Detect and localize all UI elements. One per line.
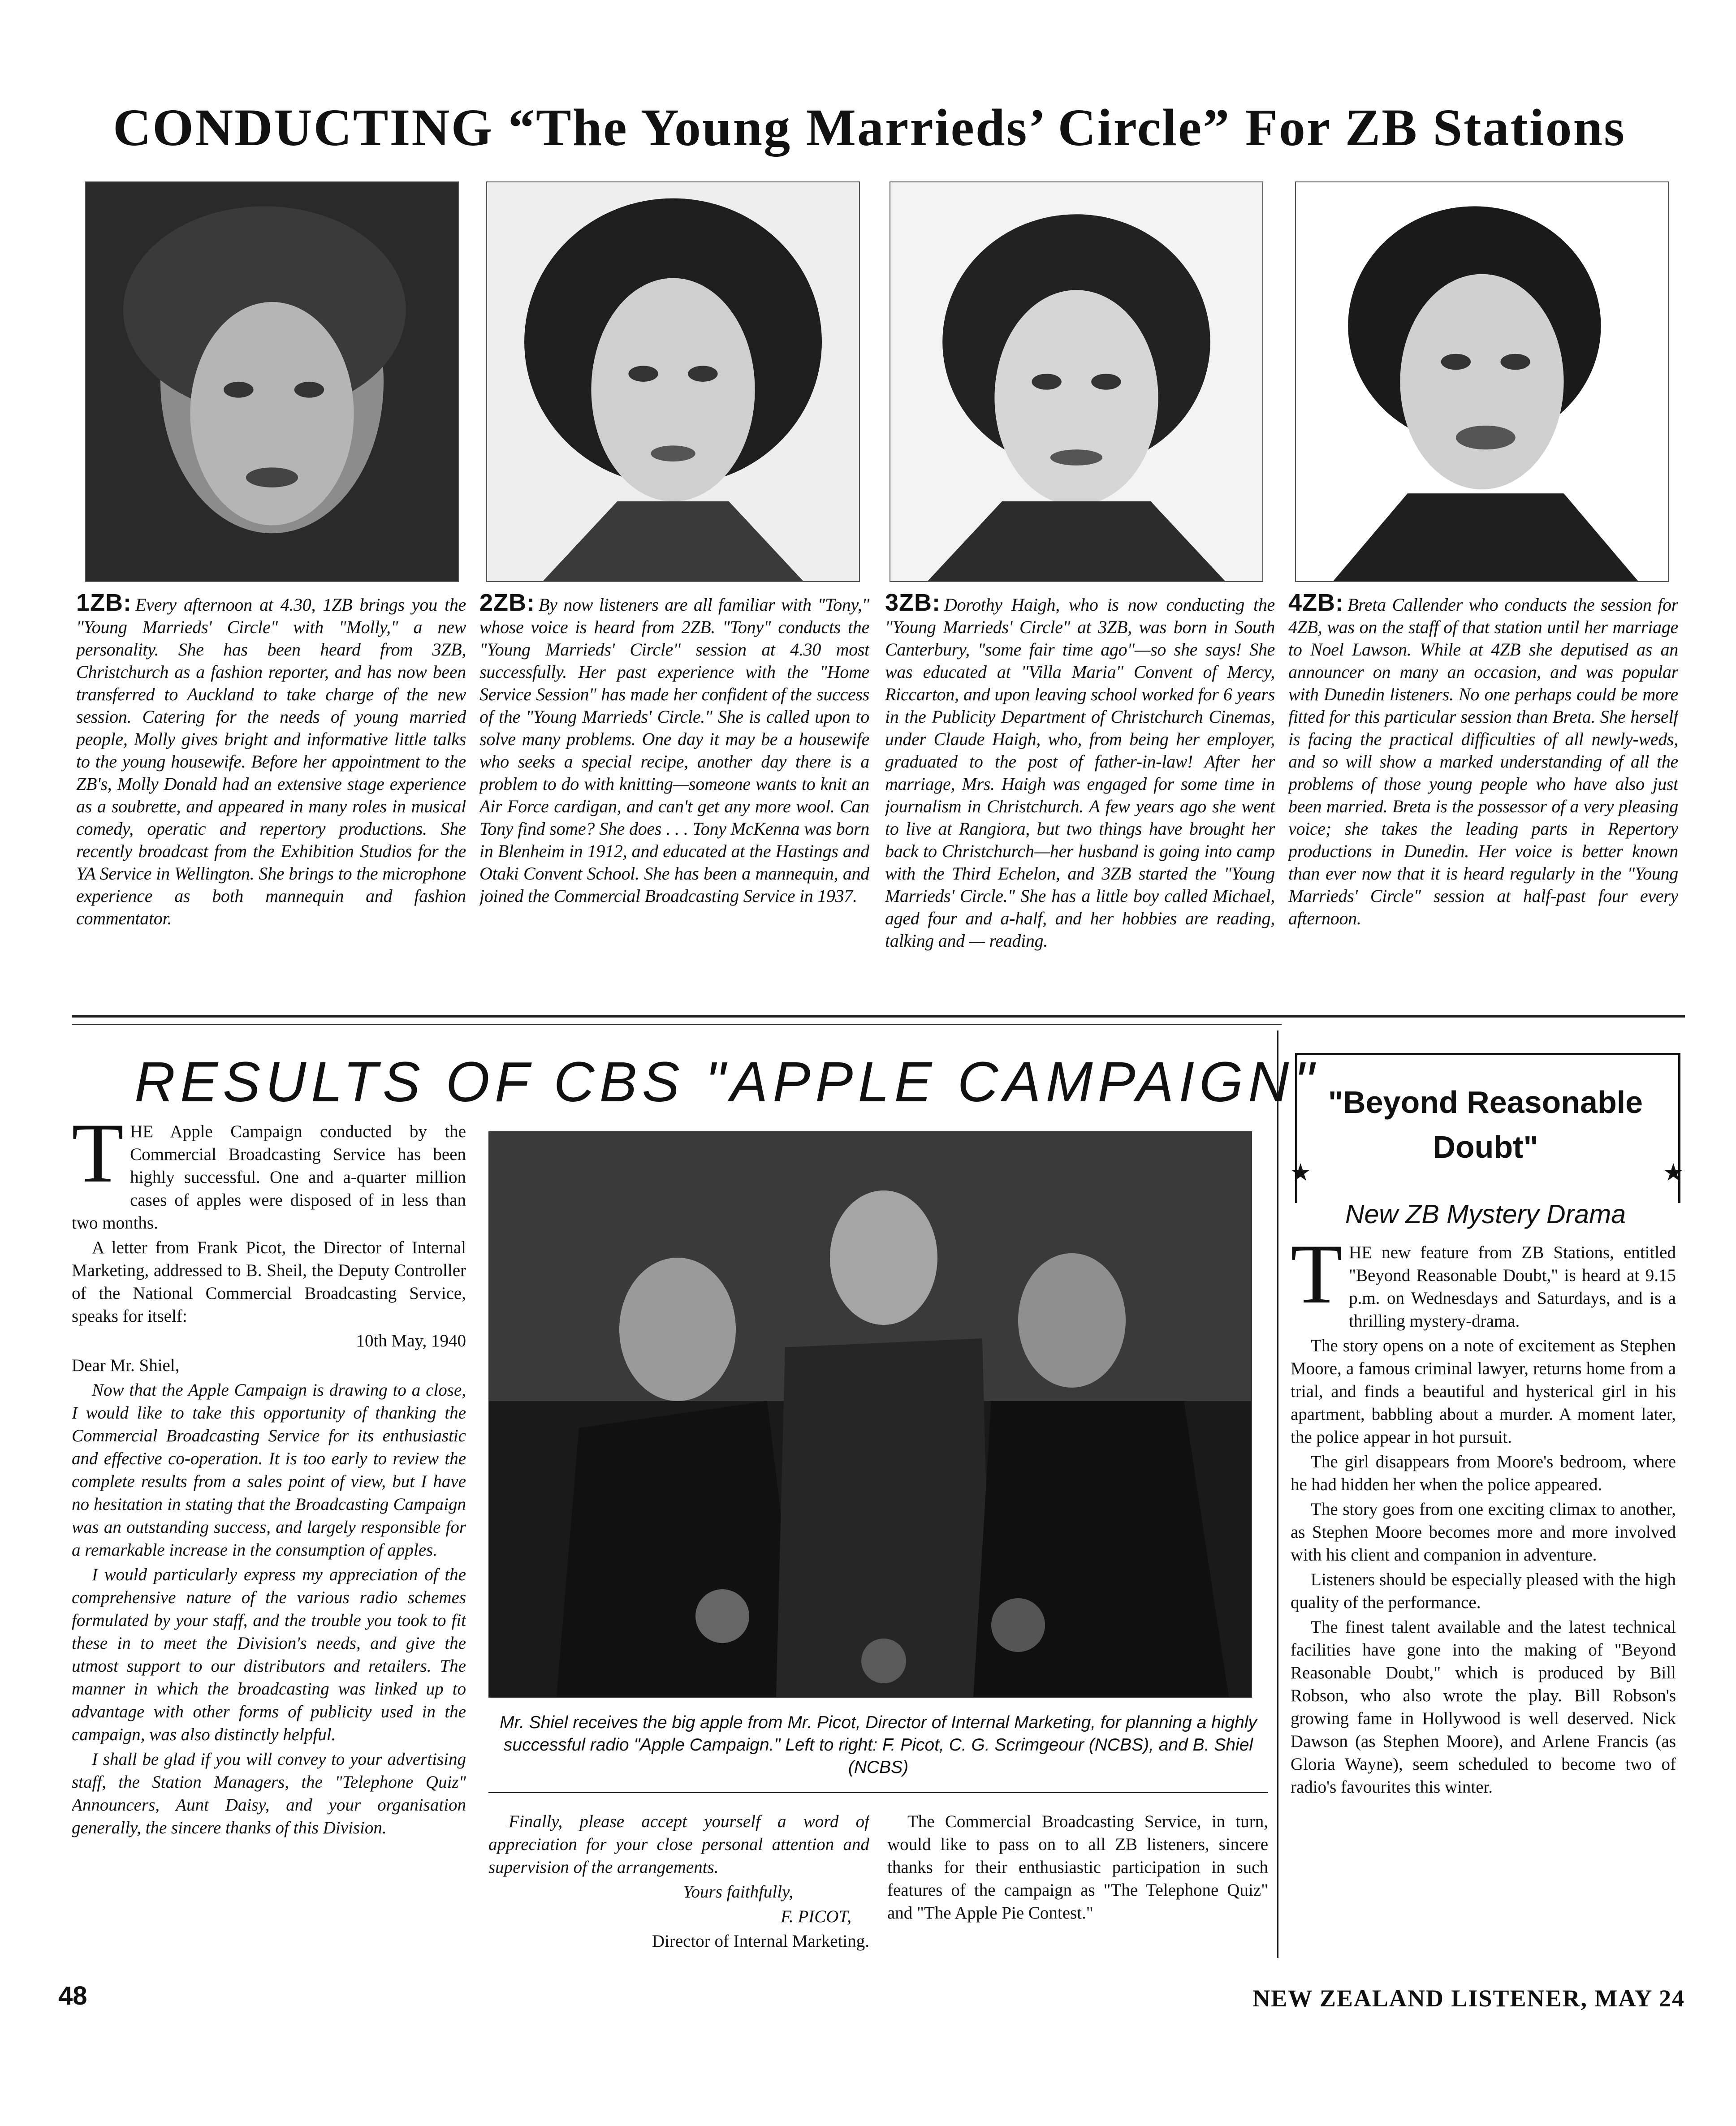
portrait-photo-1zb <box>85 181 459 582</box>
letter-signoff: Yours faithfully, <box>683 1882 793 1902</box>
letter-continued <box>488 1810 869 1958</box>
letter-paragraph: I shall be glad if you will convey to your advertising staff, the Station Managers, the "Telephone Quiz" Announcers, Aunt Daisy, and your organisation generally, the sincere thanks of this Division. <box>72 1750 466 1837</box>
photo-caption: Mr. Shiel receives the big apple from Mr. Picot, Director of Internal Marketing, for planning a highly successful radio "Apple Campaign." Left to right: F. Picot, C. G. Scrimgeour (NCBS), and B. Shiel (NCBS) <box>499 1713 1257 1777</box>
article-paragraph: A letter from Frank Picot, the Director of Internal Marketing, addressed to B. Sheil, the Deputy Controller of the National Commercial Broadcasting Service, speaks for itself: <box>72 1238 466 1326</box>
letter-date: 10th May, 1940 <box>356 1331 466 1350</box>
section-divider-thin <box>72 1024 1282 1025</box>
bio-2zb <box>479 591 869 1008</box>
letter-paragraph: Now that the Apple Campaign is drawing to a close, I would like to take this opportunity of thanking the Commercial Broadcasting Service for its enthusiastic and effective co-operation. It is too early to review the complete results from a sales point of view, but I have no hesitation in stating that the Broadcasting Campaign was an outstanding success, and largely responsible for a remarkable increase in the consumption of apples. <box>72 1380 466 1560</box>
column-divider <box>1277 1031 1278 1958</box>
page-headline: CONDUCTING “The Young Marrieds’ Circle” For ZB Stations <box>112 98 1626 157</box>
bio-3zb <box>885 591 1275 1008</box>
publication-line: NEW ZEALAND LISTENER, MAY 24 <box>1252 1985 1685 2012</box>
station-tag: 2ZB: <box>479 591 535 616</box>
star-icon: ★ <box>1290 1158 1312 1186</box>
sidebar-paragraph: The girl disappears from Moore's bedroom, where he had hidden her when the police appeared. <box>1291 1452 1676 1494</box>
station-tag: 1ZB: <box>76 591 132 616</box>
sidebar-paragraph: The story goes from one exciting climax to another, as Stephen Moore becomes more and more involved with his client and companion in adventure. <box>1291 1500 1676 1565</box>
portrait-photo-4zb <box>1295 181 1669 582</box>
station-tag: 4ZB: <box>1288 591 1344 616</box>
sidebar-title: "Beyond Reasonable Doubt" <box>1328 1085 1643 1164</box>
station-tag: 3ZB: <box>885 591 941 616</box>
sidebar-intro: THE new feature from ZB Stations, entitled "Beyond Reasonable Doubt," is heard at 9.15 p.m. on Wednesdays and Saturdays, and is a thrilling mystery-drama. <box>1291 1241 1676 1333</box>
sidebar-body <box>1291 1241 1676 1958</box>
closing-paragraph-block <box>887 1810 1268 1958</box>
sidebar-paragraph: Listeners should be especially pleased with the high quality of the performance. <box>1291 1570 1676 1612</box>
bio-text: Dorothy Haigh, who is now conducting the "Young Marrieds' Circle" at 3ZB, was born in South Canterbury, "some fair time ago"—so she says! She was educated at "Villa Maria" Convent of Mercy, Riccarton, and upon leaving school worked for 6 years in the Publicity Department of Christchurch Cinemas, under Claude Haigh, who, from being her employer, graduated to the post of father-in-law! After her marriage, Mrs. Haigh was engaged for some time in journalism in Christchurch. A few years ago she went to live at Rangiora, but two things have brought her back to Christchurch—her husband is going into camp with the Third Echelon, and 3ZB started the "Young Marrieds' Circle." She has a little boy called Michael, aged four and a-half, and her hobbies are reading, talking and — reading. <box>885 595 1275 951</box>
page-number: 48 <box>58 1981 87 2010</box>
drop-cap: T <box>72 1120 124 1200</box>
bio-text: Every afternoon at 4.30, 1ZB brings you the "Young Marrieds' Circle" with "Molly," a new personality. She has been heard from 3ZB, Christchurch as a fashion reporter, and has now been transferred to Auckland to take charge of the new session. Catering for the needs of young married people, Molly gives bright and informative little talks to the young housewife. Before her appointment to the ZB's, Molly Donald had an extensive stage experience as a soubrette, and appeared in many roles in musical comedy, operatic and repertory productions. She recently broadcast from the Exhibition Studios for the YA Service in Wellington. She brings to the microphone experience as both mannequin and fashion commentator. <box>76 595 466 928</box>
closing-paragraph: The Commercial Broadcasting Service, in turn, would like to pass on to all ZB listeners, sincere thanks for their enthusiastic participation in such features of the campaign as "The Telephone Quiz" and "The Apple Pie Contest." <box>887 1812 1268 1923</box>
bio-4zb <box>1288 591 1678 1008</box>
apple-campaign-photo <box>488 1131 1252 1698</box>
sidebar-paragraph: The story opens on a note of excitement as Stephen Moore, a famous criminal lawyer, returns home from a trial, and finds a beautiful and hysterical girl in his apartment, babbling about a murder. A moment later, the police appear in hot pursuit. <box>1291 1336 1676 1447</box>
bio-text: Breta Callender who conducts the session for 4ZB, was on the staff of that station until her marriage to Noel Lawson. While at 4ZB she deputised as an announcer on many an occasion, and was popular with Dunedin listeners. No one perhaps could be more fitted for this particular session than Breta. She herself is facing the practical difficulties of all newly-weds, and so will show a marked understanding of all the problems of those young people who have also just been married. Breta is the possessor of a very pleasing voice; she takes the leading parts in Repertory productions in Dunedin. Her voice is better known than ever now that it is heard regularly in the "Young Marrieds' Circle" session at half-past four every afternoon. <box>1288 595 1678 928</box>
article-intro: THE Apple Campaign conducted by the Commercial Broadcasting Service has been highly successful. One and a-quarter million cases of apples were disposed of in less than two months. <box>72 1120 466 1234</box>
caption-rule <box>488 1792 1268 1793</box>
signer-title: Director of Internal Marketing. <box>652 1932 869 1951</box>
apple-article-body <box>72 1120 466 1958</box>
sidebar-subtitle: New ZB Mystery Drama <box>1345 1199 1626 1229</box>
bio-1zb <box>76 591 466 1008</box>
drop-cap: T <box>1291 1241 1343 1321</box>
star-icon: ★ <box>1663 1158 1684 1186</box>
sidebar-paragraph: The finest talent available and the latest technical facilities have gone into the making of "Beyond Reasonable Doubt," which is produced by Bill Robson, who also wrote the play. Bill Robson's growing fame in Hollywood is well deserved. Nick Dawson (as Stephen Moore), and Arlene Francis (as Gloria Wayne), seem scheduled to become two of radio's favourites this winter. <box>1291 1617 1676 1797</box>
section-divider <box>72 1015 1685 1018</box>
section-headline: RESULTS OF CBS "APPLE CAMPAIGN" <box>134 1050 1319 1113</box>
letter-paragraph: I would particularly express my appreciation of the comprehensive nature of the various radio schemes formulated by your staff, and the trouble you took to fit these in to meet the Division's needs, and give the utmost support to our distributors and retailers. The manner in which the broadcasting was linked up to advantage with other forms of publicity used in the campaign, was also distinctly helpful. <box>72 1565 466 1744</box>
portrait-photo-2zb <box>486 181 860 582</box>
letter-signature: F. PICOT, <box>781 1907 851 1926</box>
portrait-photo-3zb <box>890 181 1263 582</box>
letter-salutation: Dear Mr. Shiel, <box>72 1356 180 1375</box>
letter-paragraph: Finally, please accept yourself a word of appreciation for your close personal attention and supervision of the arrangements. <box>488 1812 869 1877</box>
bio-text: By now listeners are all familiar with "Tony," whose voice is heard from 2ZB. "Tony" conducts the "Young Marrieds' Circle" session at 4.30 most successfully. Her past experience with the "Home Service Session" has made her confident of the success of the "Young Marrieds' Circle." She is called upon to solve many problems. One day it may be a housewife who seeks a special recipe, another day there is a problem to do with knitting—someone wants to knit an Air Force cardigan, and can't get any more wool. Can Tony find some? She does . . . Tony McKenna was born in Blenheim in 1912, and educated at the Hastings and Otaki Convent School. She has been a mannequin, and joined the Commercial Broadcasting Service in 1937. <box>479 595 869 906</box>
